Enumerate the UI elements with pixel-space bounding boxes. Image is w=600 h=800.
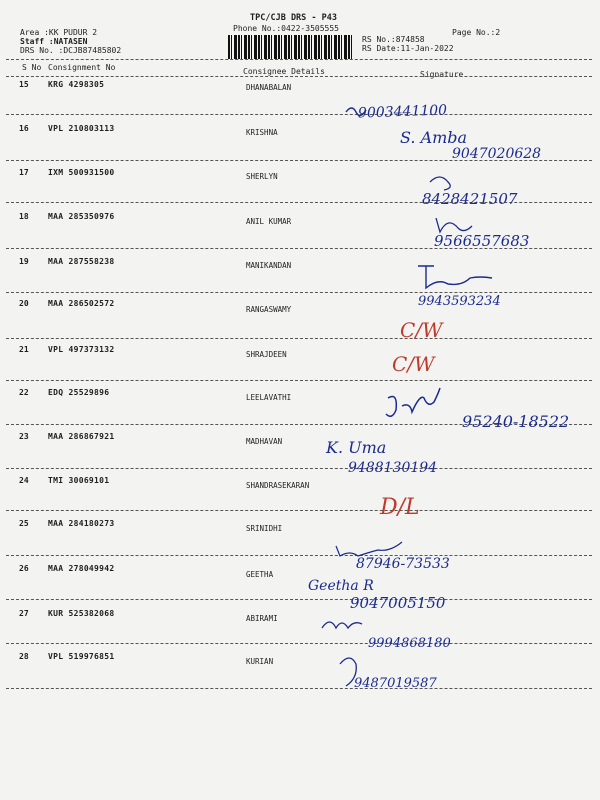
row-consignee: SRINIDHI [246,524,283,533]
signature-handwriting: 9003441100 [357,102,448,122]
row-consignee: KURIAN [246,657,274,666]
signature-handwriting: 9047020628 [452,146,542,162]
row-consignee: DHANABALAN [246,83,292,92]
row-sno: 19 [19,257,29,266]
row-consignment: KRG 4298305 [48,80,105,89]
row-consignee: ANIL KUMAR [246,217,292,226]
row-sno: 28 [19,652,29,661]
row-sno: 18 [19,212,29,221]
signature-handwriting: C/W [400,318,443,342]
rs-date: RS Date:11-Jan-2022 [362,44,454,53]
signature-handwriting: 87946-73533 [356,556,450,572]
row-consignment: MAA 284180273 [48,519,115,528]
row-consignee: SHERLYN [246,172,278,181]
row-consignee: KRISHNA [246,128,278,137]
row-consignment: KUR 525382068 [48,609,115,618]
signature-handwriting: Geetha R [308,578,374,594]
signature-handwriting: S. Amba [400,128,468,147]
row-sno: 22 [19,388,29,397]
row-consignee: SHANDRASEKARAN [246,481,310,490]
signature-handwriting: C/W [392,352,435,376]
signature-handwriting: 9943593234 [418,294,501,309]
area-label: Area :KK PUDUR 2 [20,28,98,37]
row-consignment: TMI 30069101 [48,476,110,485]
row-sno: 23 [19,432,29,441]
col-consignment: Consignment No [48,63,116,72]
signature-handwriting: 8428421507 [422,190,518,208]
signature-handwriting: 95240-18522 [462,412,570,431]
row-sno: 20 [19,299,29,308]
col-sno: S No [22,63,42,72]
row-sno: 27 [19,609,29,618]
row-consignment: EDQ 25529896 [48,388,110,397]
row-sno: 26 [19,564,29,573]
row-consignee: LEELAVATHI [246,393,292,402]
signature-handwriting: 9488130194 [348,460,438,476]
row-sno: 24 [19,476,29,485]
row-consignment: VPL 497373132 [48,345,115,354]
row-consignment: VPL 210803113 [48,124,115,133]
row-consignment: IXM 500931500 [48,168,115,177]
row-consignee: MANIKANDAN [246,261,292,270]
page-number: Page No.:2 [452,28,501,37]
signature-handwriting: K. Uma [326,438,387,457]
row-sno: 15 [19,80,29,89]
row-consignment: MAA 285350976 [48,212,115,221]
row-consignment: MAA 286502572 [48,299,115,308]
row-consignee: ABIRAMI [246,614,278,623]
signature-handwriting: 9487019587 [354,676,437,691]
row-sno: 25 [19,519,29,528]
signature-handwriting: D/L [380,495,420,520]
drs-number: DRS No. :DCJB87485802 [20,46,122,55]
row-sno: 17 [19,168,29,177]
col-signature: Signature [420,70,464,79]
row-consignee: RANGASWAMY [246,305,292,314]
row-sno: 16 [19,124,29,133]
row-consignee: SHRAJDEEN [246,350,287,359]
phone-number: Phone No.:0422-3505555 [233,24,339,33]
col-consignee: Consignee Details [243,67,325,76]
row-sno: 21 [19,345,29,354]
rs-number: RS No.:874858 [362,35,425,44]
signature-handwriting: 9566557683 [434,232,530,250]
staff-label: Staff :NATASEN [20,37,88,46]
row-consignee: MADHAVAN [246,437,283,446]
row-consignment: VPL 519976851 [48,652,115,661]
signature-handwriting: 9994868180 [368,636,451,651]
row-consignee: GEETHA [246,570,274,579]
row-consignment: MAA 286867921 [48,432,115,441]
signature-handwriting: 9047005150 [350,594,446,612]
sheet-title: TPC/CJB DRS - P43 [250,13,337,23]
row-consignment: MAA 278049942 [48,564,115,573]
row-consignment: MAA 287558238 [48,257,115,266]
